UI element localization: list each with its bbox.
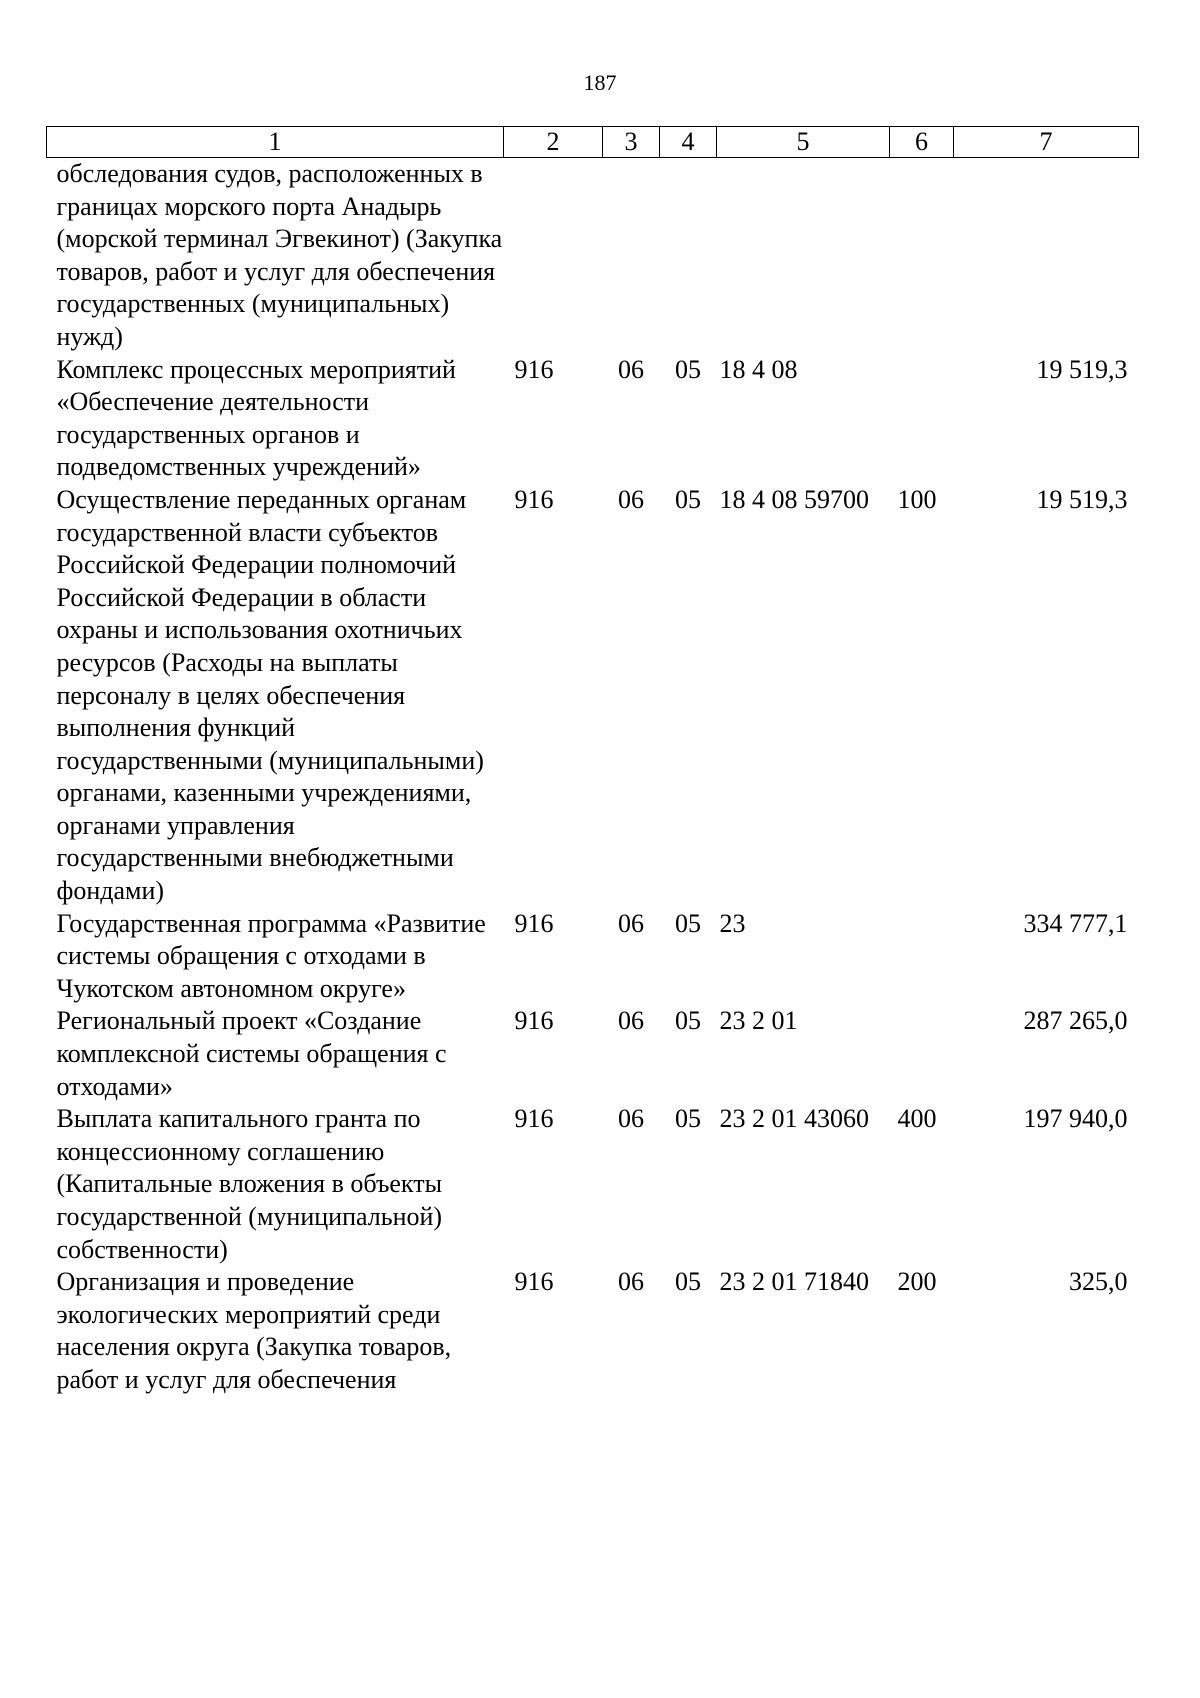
row-admin-code: 916 (514, 354, 554, 384)
row-target-code: 18 4 08 (719, 354, 798, 384)
row-amount: 19 519,3 (1036, 484, 1128, 514)
row-name: Выплата капитального гранта по концессионному соглашению (Капитальные вложения в объекты государственной (муниципальной) собственности) (56, 1104, 443, 1264)
row-amount: 197 940,0 (1023, 1104, 1128, 1134)
row-subsection (660, 158, 717, 354)
table-row (47, 1266, 1139, 1396)
column-header: 3 (603, 127, 660, 158)
row-target-code: 23 2 01 (719, 1006, 798, 1036)
row-admin-code: 916 (514, 908, 554, 938)
row-name: Региональный проект «Создание комплексной системы обращения с отходами» (56, 1006, 447, 1101)
row-admin-code: 916 (514, 1104, 554, 1134)
table-row (47, 158, 1139, 354)
row-name: Осуществление переданных органам государственной власти субъектов Российской Федерации полномочий Российской Федерации в области охраны и использования охотничьих ресурсов (Расходы на выплаты персоналу в целях обеспечения выполнения функций государственными (муниципальными) органами, казенными учреждениями, органами управления государственными внебюджетными фондами) (56, 484, 484, 906)
row-expense-type: 200 (897, 1267, 937, 1297)
row-section: 06 (618, 1104, 644, 1134)
table-row (47, 484, 1139, 908)
row-section (603, 158, 660, 354)
row-amount: 334 777,1 (1023, 908, 1128, 938)
row-target-code (717, 158, 890, 354)
table-header-row (47, 127, 1139, 158)
row-name: Комплекс процессных мероприятий «Обеспечение деятельности государственных органов и подведомственных учреждений» (56, 354, 456, 482)
row-expense-type (890, 158, 954, 354)
row-target-code: 23 (719, 908, 746, 938)
row-subsection: 05 (675, 1267, 701, 1297)
row-admin-code: 916 (514, 1006, 554, 1036)
row-target-code: 23 2 01 43060 (719, 1104, 869, 1134)
table-row (47, 908, 1139, 1006)
row-section: 06 (618, 908, 644, 938)
row-section: 06 (618, 1267, 644, 1297)
table-row (47, 1103, 1139, 1266)
row-subsection: 05 (675, 1006, 701, 1036)
row-name: Государственная программа «Развитие системы обращения с отходами в Чукотском автономном округе» (56, 908, 486, 1003)
row-name: обследования судов, расположенных в границах морского порта Анадырь (морской терминал Эгвекинот) (Закупка товаров, работ и услуг для обеспечения государственных (муниципальных) нужд) (56, 159, 503, 351)
column-header: 5 (717, 127, 890, 158)
column-header: 4 (660, 127, 717, 158)
row-section: 06 (618, 354, 644, 384)
column-header: 1 (47, 127, 504, 158)
table-row (47, 1005, 1139, 1103)
row-amount: 19 519,3 (1036, 354, 1128, 384)
row-target-code: 23 2 01 71840 (719, 1267, 869, 1297)
table-row (47, 354, 1139, 484)
row-subsection: 05 (675, 354, 701, 384)
column-header: 7 (954, 127, 1139, 158)
row-expense-type (890, 354, 954, 484)
row-subsection: 05 (675, 484, 701, 514)
row-amount: 325,0 (1069, 1267, 1128, 1297)
row-amount: 287 265,0 (1023, 1006, 1128, 1036)
row-admin-code (504, 158, 603, 354)
budget-table (46, 126, 1139, 1397)
column-header: 6 (890, 127, 954, 158)
row-section: 06 (618, 1006, 644, 1036)
row-subsection: 05 (675, 908, 701, 938)
row-target-code: 18 4 08 59700 (719, 484, 869, 514)
row-admin-code: 916 (514, 1267, 554, 1297)
row-amount (954, 158, 1139, 354)
row-section: 06 (618, 484, 644, 514)
row-expense-type (890, 1005, 954, 1103)
row-expense-type: 400 (897, 1104, 937, 1134)
column-header: 2 (504, 127, 603, 158)
page-number: 187 (583, 70, 617, 95)
row-subsection: 05 (675, 1104, 701, 1134)
row-expense-type: 100 (897, 484, 937, 514)
row-name: Организация и проведение экологических мероприятий среди населения округа (Закупка товаров, работ и услуг для обеспечения (56, 1267, 452, 1394)
row-expense-type (890, 908, 954, 1006)
row-admin-code: 916 (514, 484, 554, 514)
